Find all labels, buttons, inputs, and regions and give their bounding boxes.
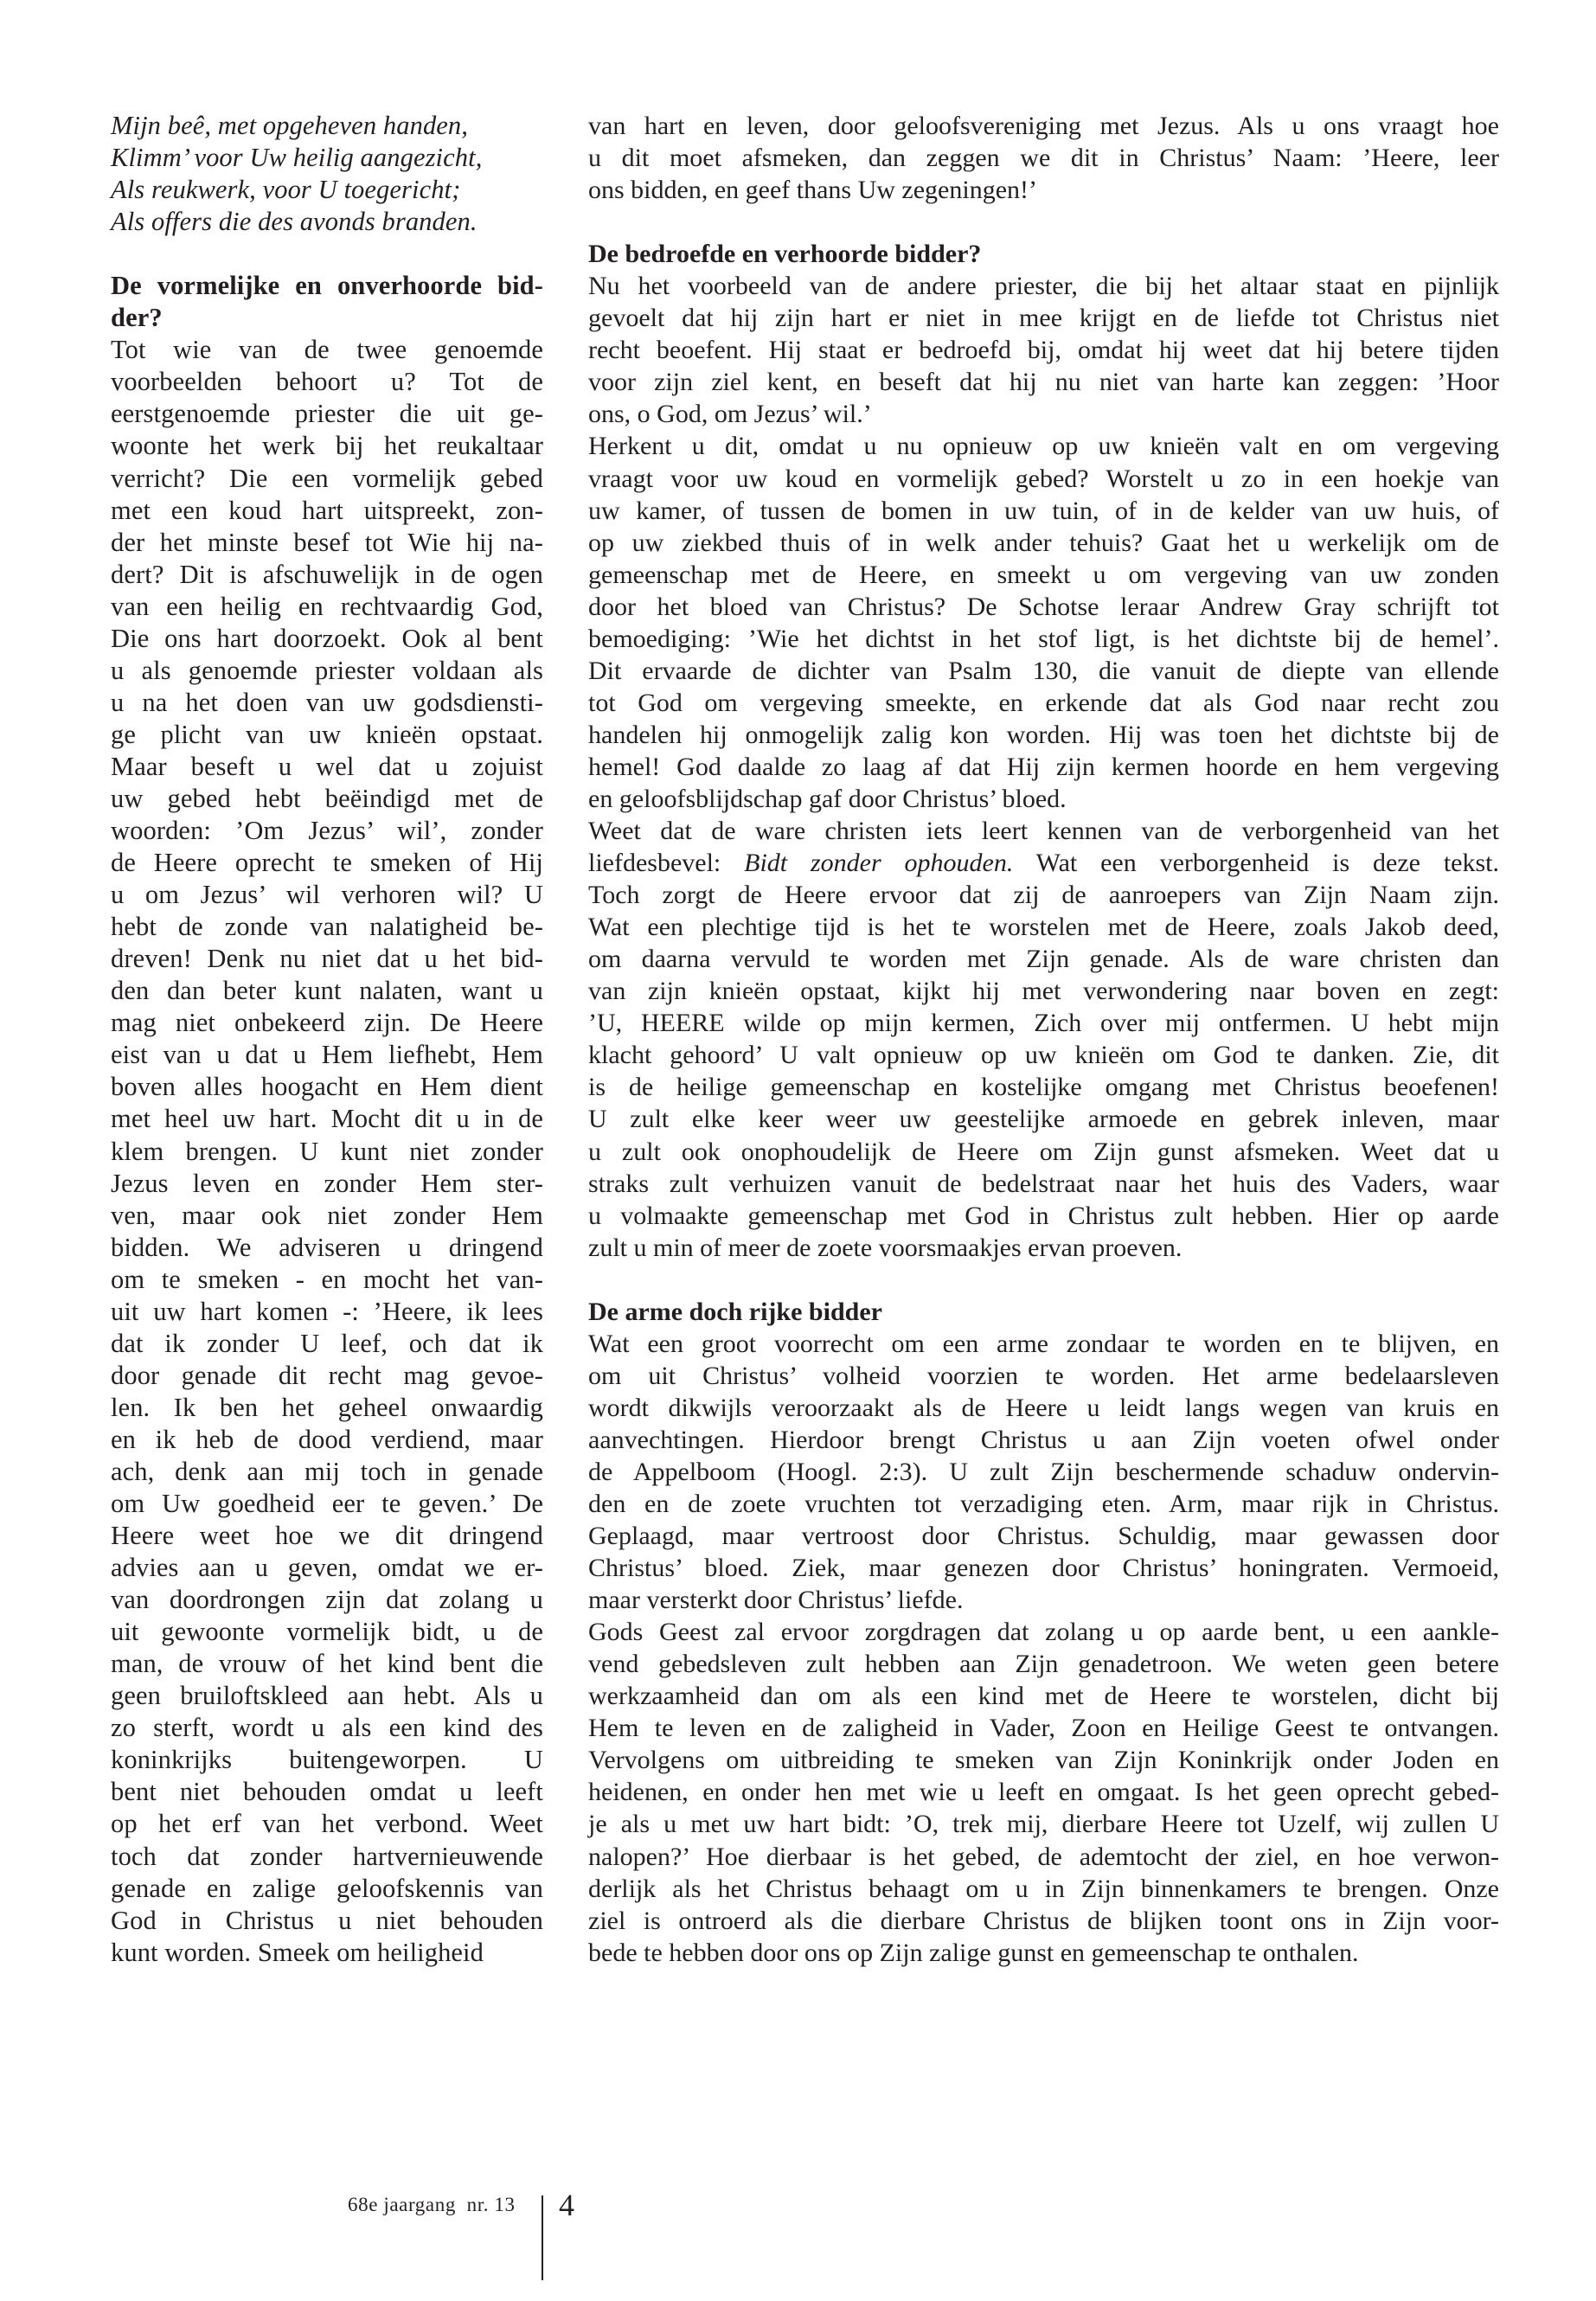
text-line: Maar beseft u wel dat u zojuist bbox=[111, 751, 543, 781]
heading-line: De vormelijke en onverhoorde bid- bbox=[111, 271, 543, 301]
text-line: klem brengen. U kunt niet zonder bbox=[111, 1136, 543, 1166]
text-line: dert? Dit is afschuwelijk in de ogen bbox=[111, 559, 543, 589]
text-line: derlijk als het Christus behaagt om u in Zijn binnenkamers te brengen. Onze bbox=[588, 1874, 1499, 1903]
text-line: u dit moet afsmeken, dan zeggen we dit in Christus’ Naam: ’Heere, leer bbox=[588, 144, 1499, 173]
spacer bbox=[588, 1264, 1499, 1296]
text-line: dreven! Denk nu niet dat u het bid- bbox=[111, 944, 543, 974]
text-line: met een koud hart uitspreekt, zon- bbox=[111, 495, 543, 525]
text-line: zult u min of meer de zoete voorsmaakjes ervan proeven. bbox=[588, 1233, 1183, 1262]
text-line: Jezus leven en zonder Hem ster- bbox=[111, 1168, 543, 1198]
text-line: den dan beter kunt nalaten, want u bbox=[111, 976, 543, 1006]
text-line: bemoediging: ’Wie het dichtst in het stof ligt, is het dichtste bij de hemel’. bbox=[588, 624, 1499, 653]
text-line: bidden. We adviseren u dringend bbox=[111, 1232, 543, 1262]
text-line: uit uw hart komen -: ’Heere, ik lees bbox=[111, 1296, 543, 1326]
text-line: eerstgenoemde priester die uit ge- bbox=[111, 399, 543, 429]
text-line: om uit Christus’ volheid voorzien te worden. Het arme bedelaarsleven bbox=[588, 1361, 1499, 1390]
text-line: u om Jezus’ wil verhoren wil? U bbox=[111, 880, 543, 910]
text-run: liefdesbevel: bbox=[588, 849, 745, 878]
text-line: woonte het werk bij het reukaltaar bbox=[111, 431, 543, 461]
text-line: en geloofsblijdschap gaf door Christus’ bloed. bbox=[588, 784, 1067, 813]
text-line: klacht gehoord’ U valt opnieuw op uw knieën om God te danken. Zie, dit bbox=[588, 1041, 1499, 1070]
text-line: hemel! God daalde zo laag af dat Hij zijn kermen hoorde en hem vergeving bbox=[588, 752, 1499, 781]
section-heading-bedroefde: De bedroefde en verhoorde bidder? bbox=[588, 240, 982, 269]
text-line: door genade dit recht mag gevoe- bbox=[111, 1360, 543, 1390]
text-line: woorden: ’Om Jezus’ wil’, zonder bbox=[111, 816, 543, 846]
text-line: Die ons hart doorzoekt. Ook al bent bbox=[111, 623, 543, 653]
text-line: toch dat zonder hartvernieuwende bbox=[111, 1841, 543, 1871]
text-line: Gods Geest zal ervoor zorgdragen dat zolang u op aarde bent, u een aankle- bbox=[588, 1618, 1499, 1647]
poem-line: Klimm’ voor Uw heilig aangezicht, bbox=[111, 143, 483, 173]
text-line: aanvechtingen. Hierdoor brengt Christus u aan Zijn voeten ofwel onder bbox=[588, 1425, 1499, 1454]
text-line: genade en zalige geloofskennis van bbox=[111, 1873, 543, 1903]
text-line: Toch zorgt de Heere ervoor dat zij de aanroepers van Zijn Naam zijn. bbox=[588, 881, 1499, 910]
text-line: wordt dikwijls veroorzaakt als de Heere u leidt langs wegen van kruis en bbox=[588, 1393, 1499, 1422]
text-line: ge plicht van uw knieën opstaat. bbox=[111, 719, 543, 749]
text-line: en ik heb de dood verdiend, maar bbox=[111, 1424, 543, 1454]
text-line: op uw ziekbed thuis of in welk ander tehuis? Gaat het u werkelijk om de bbox=[588, 528, 1499, 557]
text-line: ’U, HEERE wilde op mijn kermen, Zich over mij ontfermen. U hebt mijn bbox=[588, 1009, 1499, 1038]
poem-stanza bbox=[111, 110, 543, 238]
left-column bbox=[111, 110, 543, 1969]
text-line: geen bruiloftskleed aan hebt. Als u bbox=[111, 1681, 543, 1711]
section-heading-arme: De arme doch rijke bidder bbox=[588, 1297, 882, 1326]
text-line: ziel is ontroerd als die dierbare Christus de blijken toont ons in Zijn voor- bbox=[588, 1906, 1499, 1935]
text-line: man, de vrouw of het kind bent die bbox=[111, 1649, 543, 1679]
text-line: Nu het voorbeeld van de andere priester, die bij het altaar staat en pijnlijk bbox=[588, 272, 1499, 301]
text-line: eist van u dat u Hem liefhebt, Hem bbox=[111, 1040, 543, 1070]
page-number: 4 bbox=[559, 2188, 574, 2222]
text-line: op het erf van het verbond. Weet bbox=[111, 1809, 543, 1839]
text-line: ach, denk aan mij toch in genade bbox=[111, 1456, 543, 1486]
text-line: heidenen, en onder hen met wie u leeft en omgaat. Is het geen oprecht gebed- bbox=[588, 1778, 1499, 1807]
text-line: koninkrijks buitengeworpen. U bbox=[111, 1745, 543, 1775]
text-line: van een heilig en rechtvaardig God, bbox=[111, 591, 543, 621]
text-line: u als genoemde priester voldaan als bbox=[111, 655, 543, 685]
text-line: tot God om vergeving smeekte, en erkende dat als God naar recht zou bbox=[588, 688, 1499, 717]
text-line: om daarna vervuld te worden met Zijn genade. Als de ware christen dan bbox=[588, 945, 1499, 974]
text-line: handelen hij onmogelijk zalig kon worden. Hij was toen het dichtste bij de bbox=[588, 720, 1499, 749]
text-line: advies aan u geven, omdat we er- bbox=[111, 1553, 543, 1583]
section-arme-body bbox=[588, 1328, 1499, 1969]
text-line: Christus’ bloed. Ziek, maar genezen door Christus’ honingraten. Vermoeid, bbox=[588, 1554, 1499, 1583]
text-line: uw gebed hebt beëindigd met de bbox=[111, 783, 543, 813]
text-line: door het bloed van Christus? De Schotse leraar Andrew Gray schrijft tot bbox=[588, 592, 1499, 621]
text-line: om Uw goedheid eer te geven.’ De bbox=[111, 1489, 543, 1519]
text-line: Vervolgens om uitbreiding te smeken van Zijn Koninkrijk onder Joden en bbox=[588, 1746, 1499, 1775]
poem-line: Als reukwerk, voor U toegericht; bbox=[111, 175, 461, 205]
spacer bbox=[111, 238, 543, 270]
text-line: vraagt voor uw koud en vormelijk gebed? Worstelt u zo in een hoekje van bbox=[588, 464, 1499, 493]
text-line: werkzaamheid dan om als een kind met de Heere te worstelen, dicht bij bbox=[588, 1682, 1499, 1711]
text-line: de Appelboom (Hoogl. 2:3). U zult Zijn beschermende schaduw ondervin- bbox=[588, 1457, 1499, 1486]
scripture-quote: Bidt zonder ophouden. bbox=[744, 849, 1014, 878]
text-run: Wat een verborgenheid is deze tekst. bbox=[1013, 849, 1499, 878]
text-line: Weet dat de ware christen iets leert kennen van de verborgenheid van het bbox=[588, 817, 1499, 846]
text-line: den en de zoete vruchten tot verzadiging eten. Arm, maar rijk in Christus. bbox=[588, 1490, 1499, 1519]
text-line: Tot wie van de twee genoemde bbox=[111, 335, 543, 365]
text-line: ons, o God, om Jezus’ wil.’ bbox=[588, 400, 872, 429]
text-line: Dit ervaarde de dichter van Psalm 130, die vanuit de diepte van ellende bbox=[588, 656, 1499, 685]
text-line: de Heere oprecht te smeken of Hij bbox=[111, 848, 543, 878]
heading-line: der? bbox=[111, 303, 163, 333]
text-line: boven alles hoogacht en Hem dient bbox=[111, 1072, 543, 1102]
text-line: ons bidden, en geef thans Uw zegeningen!’ bbox=[588, 176, 1037, 205]
text-line: Hem te leven en de zaligheid in Vader, Zoon en Heilige Geest te ontvangen. bbox=[588, 1714, 1499, 1743]
text-line: voorbeelden behoort u? Tot de bbox=[111, 367, 543, 397]
text-line: u na het doen van uw godsdiensti- bbox=[111, 687, 543, 717]
text-line: je als u met uw hart bidt: ’O, trek mij, dierbare Heere tot Uzelf, wij zullen U bbox=[588, 1810, 1499, 1839]
text-line: Heere weet hoe we dit dringend bbox=[111, 1521, 543, 1551]
issue-label: 68e jaargang nr. 13 bbox=[348, 2194, 516, 2215]
section-heading-vormelijke bbox=[111, 270, 543, 334]
text-line: God in Christus u niet behouden bbox=[111, 1905, 543, 1935]
text-line bbox=[588, 847, 1499, 879]
text-line: verricht? Die een vormelijk gebed bbox=[111, 463, 543, 493]
text-line: mag niet onbekeerd zijn. De Heere bbox=[111, 1008, 543, 1038]
text-line: van zijn knieën opstaat, kijkt hij met verwondering naar boven en zegt: bbox=[588, 977, 1499, 1006]
text-line: zo sterft, wordt u als een kind des bbox=[111, 1713, 543, 1743]
text-line: kunt worden. Smeek om heiligheid bbox=[111, 1937, 484, 1967]
text-line: recht beoefent. Hij staat er bedroefd bij, omdat hij weet dat hij betere tijden bbox=[588, 336, 1499, 365]
text-line: u volmaakte gemeenschap met God in Christus zult hebben. Hier op aarde bbox=[588, 1201, 1499, 1230]
text-line: len. Ik ben het geheel onwaardig bbox=[111, 1392, 543, 1422]
text-line: Wat een groot voorrecht om een arme zondaar te worden en te blijven, en bbox=[588, 1329, 1499, 1358]
text-line: Herkent u dit, omdat u nu opnieuw op uw knieën valt en om vergeving bbox=[588, 432, 1499, 461]
text-line: gemeenschap met de Heere, en smeekt u om vergeving van uw zonden bbox=[588, 560, 1499, 589]
text-line: om te smeken - en mocht het van- bbox=[111, 1264, 543, 1294]
poem-line: Mijn beê, met opgeheven handen, bbox=[111, 111, 469, 140]
intro-paragraph bbox=[588, 110, 1499, 206]
text-line: Geplaagd, maar vertroost door Christus. Schuldig, maar gewassen door bbox=[588, 1522, 1499, 1551]
text-line: dat ik zonder U leef, och dat ik bbox=[111, 1328, 543, 1358]
text-line: nalopen?’ Hoe dierbaar is het gebed, de ademtocht der ziel, en hoe verwon- bbox=[588, 1842, 1499, 1871]
text-line: hebt de zonde van nalatigheid be- bbox=[111, 912, 543, 942]
text-line: straks zult verhuizen vanuit de bedelstraat naar het huis des Vaders, waar bbox=[588, 1169, 1499, 1198]
text-line: bent niet behouden omdat u leeft bbox=[111, 1777, 543, 1807]
text-line: u zult ook onophoudelijk de Heere om Zijn gunst afsmeken. Weet dat u bbox=[588, 1137, 1499, 1166]
text-line: van hart en leven, door geloofsvereniging met Jezus. Als u ons vraagt hoe bbox=[588, 112, 1499, 140]
text-line: U zult elke keer weer uw geestelijke armoede en gebrek inleven, maar bbox=[588, 1105, 1499, 1134]
footer-divider bbox=[542, 2195, 543, 2280]
text-line: ven, maar ook niet zonder Hem bbox=[111, 1200, 543, 1230]
right-column bbox=[588, 110, 1499, 1969]
text-line: Wat een plechtige tijd is het te worstelen met de Heere, zoals Jakob deed, bbox=[588, 913, 1499, 942]
spacer bbox=[588, 206, 1499, 238]
left-body-text bbox=[111, 334, 543, 1968]
text-line: uit gewoonte vormelijk bidt, u de bbox=[111, 1617, 543, 1647]
poem-line: Als offers die des avonds branden. bbox=[111, 207, 478, 237]
text-line: vend gebedsleven zult hebben aan Zijn genadetroon. We weten geen betere bbox=[588, 1650, 1499, 1679]
text-line: uw kamer, of tussen de bomen in uw tuin, of in de kelder van uw huis, of bbox=[588, 496, 1499, 525]
text-line: bede te hebben door ons op Zijn zalige gunst en gemeenschap te onthalen. bbox=[588, 1938, 1359, 1967]
section-bedroefde-body bbox=[588, 270, 1499, 1263]
text-line: der het minste besef tot Wie hij na- bbox=[111, 527, 543, 557]
text-line: van doordrongen zijn dat zolang u bbox=[111, 1585, 543, 1615]
text-line: voor zijn ziel kent, en beseft dat hij nu niet van harte kan zeggen: ’Hoor bbox=[588, 368, 1499, 397]
text-line: is de heilige gemeenschap en kostelijke omgang met Christus beoefenen! bbox=[588, 1073, 1499, 1102]
text-line: met heel uw hart. Mocht dit u in de bbox=[111, 1104, 543, 1134]
text-line: gevoelt dat hij zijn hart er niet in mee krijgt en de liefde tot Christus niet bbox=[588, 304, 1499, 333]
text-line: maar versterkt door Christus’ liefde. bbox=[588, 1586, 964, 1615]
